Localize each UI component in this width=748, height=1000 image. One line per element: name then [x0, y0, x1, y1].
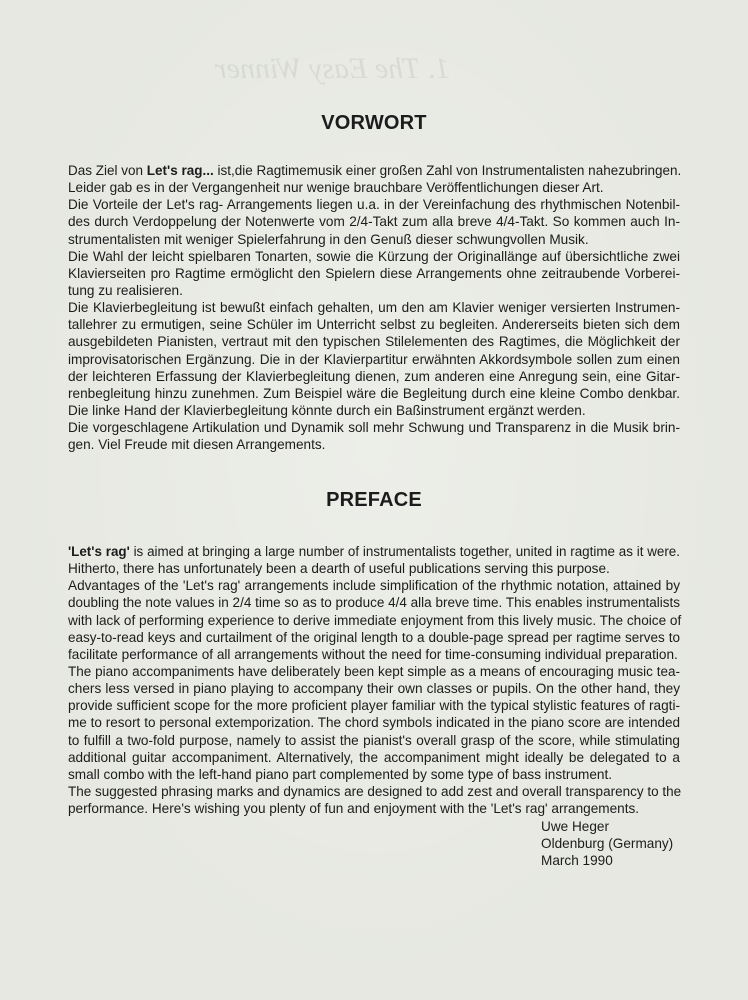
preface-body — [68, 543, 680, 817]
preface-text-line: The suggested phrasing marks and dynamics are designed to add zest and overall transparency to the — [68, 783, 682, 799]
signature-date: March 1990 — [541, 853, 613, 869]
preface-text-line: easy-to-read keys and curtailment of the original length to a double-page spread per ragtime serves to — [68, 629, 680, 645]
author-name: Uwe Heger — [541, 819, 609, 834]
bleed-through-decoration: 1. The Easy Winner — [215, 52, 450, 85]
preface-text-line: provide sufficient scope for the more proficient player familiar with the typical stylistic features of ragti- — [68, 698, 680, 714]
vorwort-line-text: Das Ziel von — [68, 163, 147, 178]
vorwort-text-line — [68, 162, 680, 179]
vorwort-text-line: des durch Verdoppelung der Notenwerte vom 2/4-Takt zum alla breve 4/4-Takt. So kommen auch In- — [68, 214, 680, 230]
preface-line-text: is aimed at bringing a large number of instrumentalists together, united in ragtime as it were. — [129, 544, 680, 559]
vorwort-heading: VORWORT — [321, 112, 427, 134]
vorwort-text-line: tallehrer zu ermutigen, seine Schüler im Unterricht selbst zu begleiten. Andererseits bieten sich dem — [68, 317, 680, 333]
author-place: Oldenburg (Germany) — [541, 836, 674, 852]
vorwort-line-text: ist,die Ragtimemusik einer großen Zahl von Instrumentalisten nahezubringen. — [213, 163, 682, 178]
preface-text-line: performance. Here's wishing you plenty of fun and enjoyment with the 'Let's rag' arrangements. — [68, 801, 640, 817]
vorwort-text-line: Die Wahl der leicht spielbaren Tonarten, sowie die Kürzung der Originallänge auf übersichtliche zwei — [68, 248, 680, 264]
preface-text-line: facilitate performance of all arrangements without the need for time-consuming individual preparation. — [68, 646, 678, 662]
vorwort-text-line: Die Klavierbegleitung ist bewußt einfach gehalten, um den am Klavier weniger versierten Instrumen- — [68, 300, 680, 316]
preface-text-line: additional guitar accompaniment. Alternatively, the accompaniment might ideally be delegated to a — [68, 749, 680, 765]
vorwort-text-line: Die Vorteile der Let's rag- Arrangements liegen u.a. in der Vereinfachung des rhythmischen Notenbil- — [68, 197, 680, 213]
vorwort-body — [68, 162, 680, 453]
preface-text-line: Advantages of the 'Let's rag' arrangements include simplification of the rhythmic notation, attained by — [68, 578, 680, 594]
vorwort-text-line: improvisatorischen Ergänzung. Die in der Klavierpartitur erwähnten Akkordsymbole sollen zum einen — [68, 351, 680, 367]
vorwort-text-line: Die vorgeschlagene Artikulation und Dynamik soll mehr Schwung und Transparenz in die Musik brin- — [68, 420, 680, 436]
preface-text-line: small combo with the left-hand piano part complemented by some type of bass instrument. — [68, 766, 613, 782]
preface-heading: PREFACE — [326, 489, 422, 511]
book-title-emphasis: 'Let's rag' — [68, 544, 130, 559]
vorwort-text-line: Klavierseiten pro Ragtime ermöglicht den Spielern diese Arrangements ohne zeitraubende Vorberei- — [68, 265, 680, 281]
vorwort-text-line: strumentalisten mit weniger Spielerfahrung in den Genuß dieser schwungvollen Musik. — [68, 231, 589, 247]
book-title-emphasis: Let's rag... — [146, 163, 214, 178]
vorwort-text-line: tung zu realisieren. — [68, 282, 183, 298]
vorwort-text-line: Die linke Hand der Klavierbegleitung könnte durch ein Baßinstrument ergänzt werden. — [68, 402, 586, 418]
vorwort-text-line: ausgebildeten Pianisten, vertraut mit den typischen Stilelementen des Ragtimes, die Möglichkeit der — [68, 334, 680, 350]
signature-block — [541, 818, 673, 870]
preface-text-line: me to resort to personal extemporization. The chord symbols indicated in the piano score are intended — [68, 715, 680, 731]
vorwort-text-line: gen. Viel Freude mit diesen Arrangements. — [68, 437, 326, 453]
vorwort-text-line: Leider gab es in der Vergangenheit nur wenige brauchbare Veröffentlichungen dieser Art. — [68, 180, 604, 196]
preface-text-line: with lack of performing experience to derive immediate enjoyment from this lively music. The choice of — [68, 612, 682, 628]
preface-text-line: The piano accompaniments have deliberately been kept simple as a means of encouraging music tea- — [68, 663, 680, 679]
preface-text-line: chers less versed in piano playing to accompany their own classes or pupils. On the other hand, they — [68, 681, 680, 697]
preface-text-line: Hitherto, there has unfortunately been a dearth of useful publications serving this purpose. — [68, 561, 610, 577]
preface-text-line: to fulfill a two-fold purpose, namely to assist the pianist's overall grasp of the score, while stimulating — [68, 732, 680, 748]
preface-text-line — [68, 543, 680, 560]
vorwort-text-line: der leichteren Erfassung der Klavierbegleitung dienen, zum anderen eine Anregung sein, eine Gitar- — [68, 368, 680, 384]
preface-text-line: doubling the note values in 2/4 time so as to produce 4/4 alla breve time. This enables instrumentalists — [68, 595, 680, 611]
vorwort-text-line: renbegleitung hinzu zunehmen. Zum Beispiel wäre die Begleitung durch eine kleine Combo denkbar. — [68, 385, 680, 401]
